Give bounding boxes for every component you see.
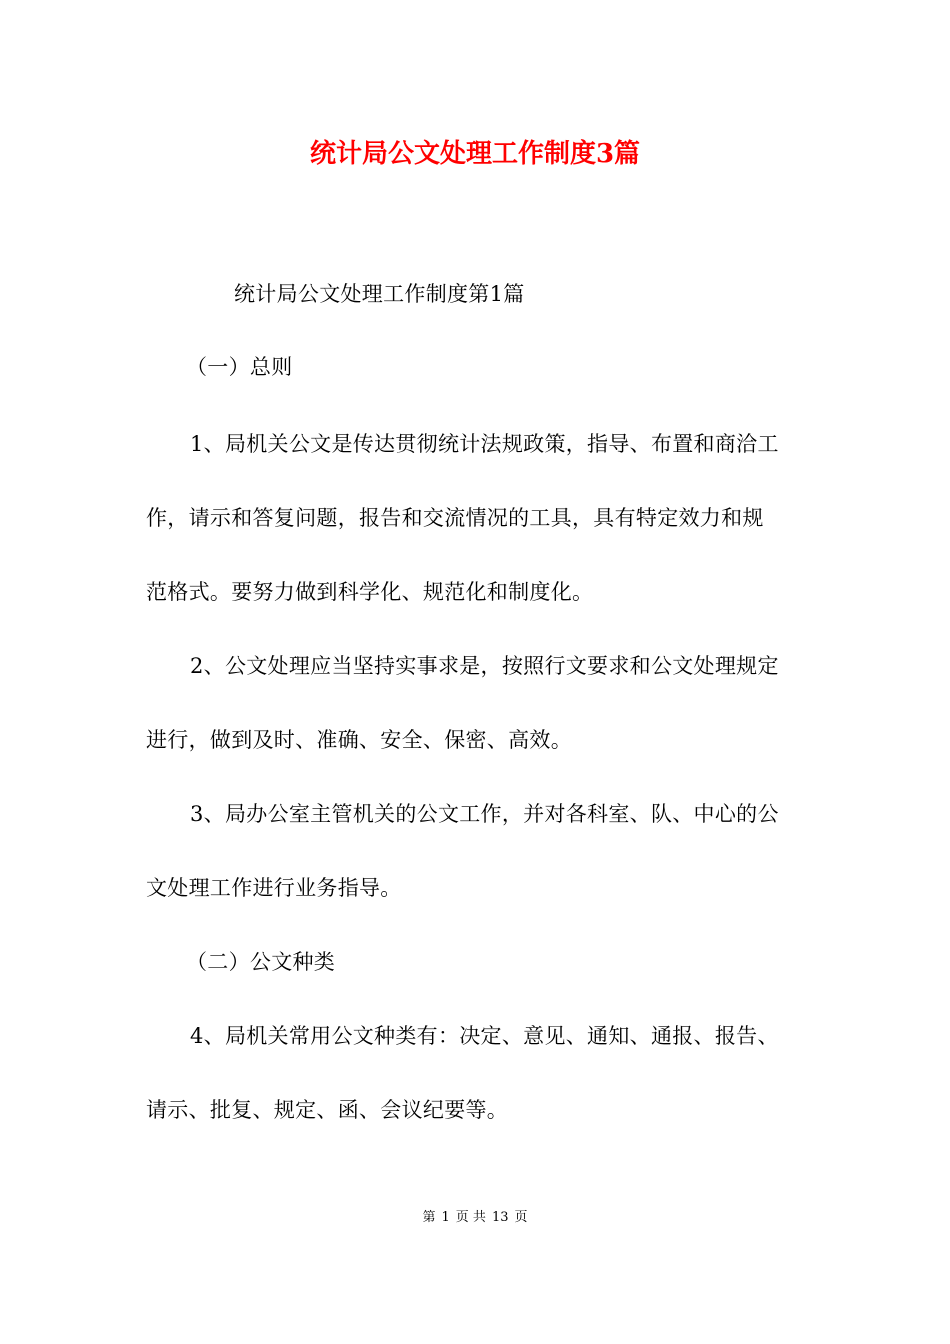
footer-mid: 页 共 [455,1210,486,1225]
paragraph-line: 文处理工作进行业务指导。 [146,876,402,900]
paragraph-line: 1、局机关公文是传达贯彻统计法规政策，指导、布置和商洽工 [190,432,779,456]
paragraph-line: 请示、批复、规定、函、会议纪要等。 [146,1098,509,1122]
paragraph-line: 进行，做到及时、准确、安全、保密、高效。 [146,728,572,752]
paragraph-line: 范格式。要努力做到科学化、规范化和制度化。 [146,580,594,604]
section-heading-types: （二）公文种类 [186,950,336,974]
paragraph-line: 3、局办公室主管机关的公文工作，并对各科室、队、中心的公 [190,802,779,826]
paragraph-line: 2、公文处理应当坚持实事求是，按照行文要求和公文处理规定 [190,654,779,678]
paragraph-line: 作，请示和答复问题，报告和交流情况的工具，具有特定效力和规 [146,506,764,530]
document-subtitle: 统计局公文处理工作制度第1篇 [234,282,525,306]
section-heading-general: （一）总则 [186,355,293,379]
footer-prefix: 第 [422,1210,436,1225]
paragraph-line: 4、局机关常用公文种类有：决定、意见、通知、通报、报告、 [190,1024,779,1048]
page-footer [0,1209,950,1227]
footer-page-number: 1 [441,1210,450,1225]
footer-suffix: 页 [514,1210,528,1225]
page-title: 统计局公文处理工作制度3篇 [309,139,641,169]
footer-total-pages: 13 [491,1210,509,1225]
